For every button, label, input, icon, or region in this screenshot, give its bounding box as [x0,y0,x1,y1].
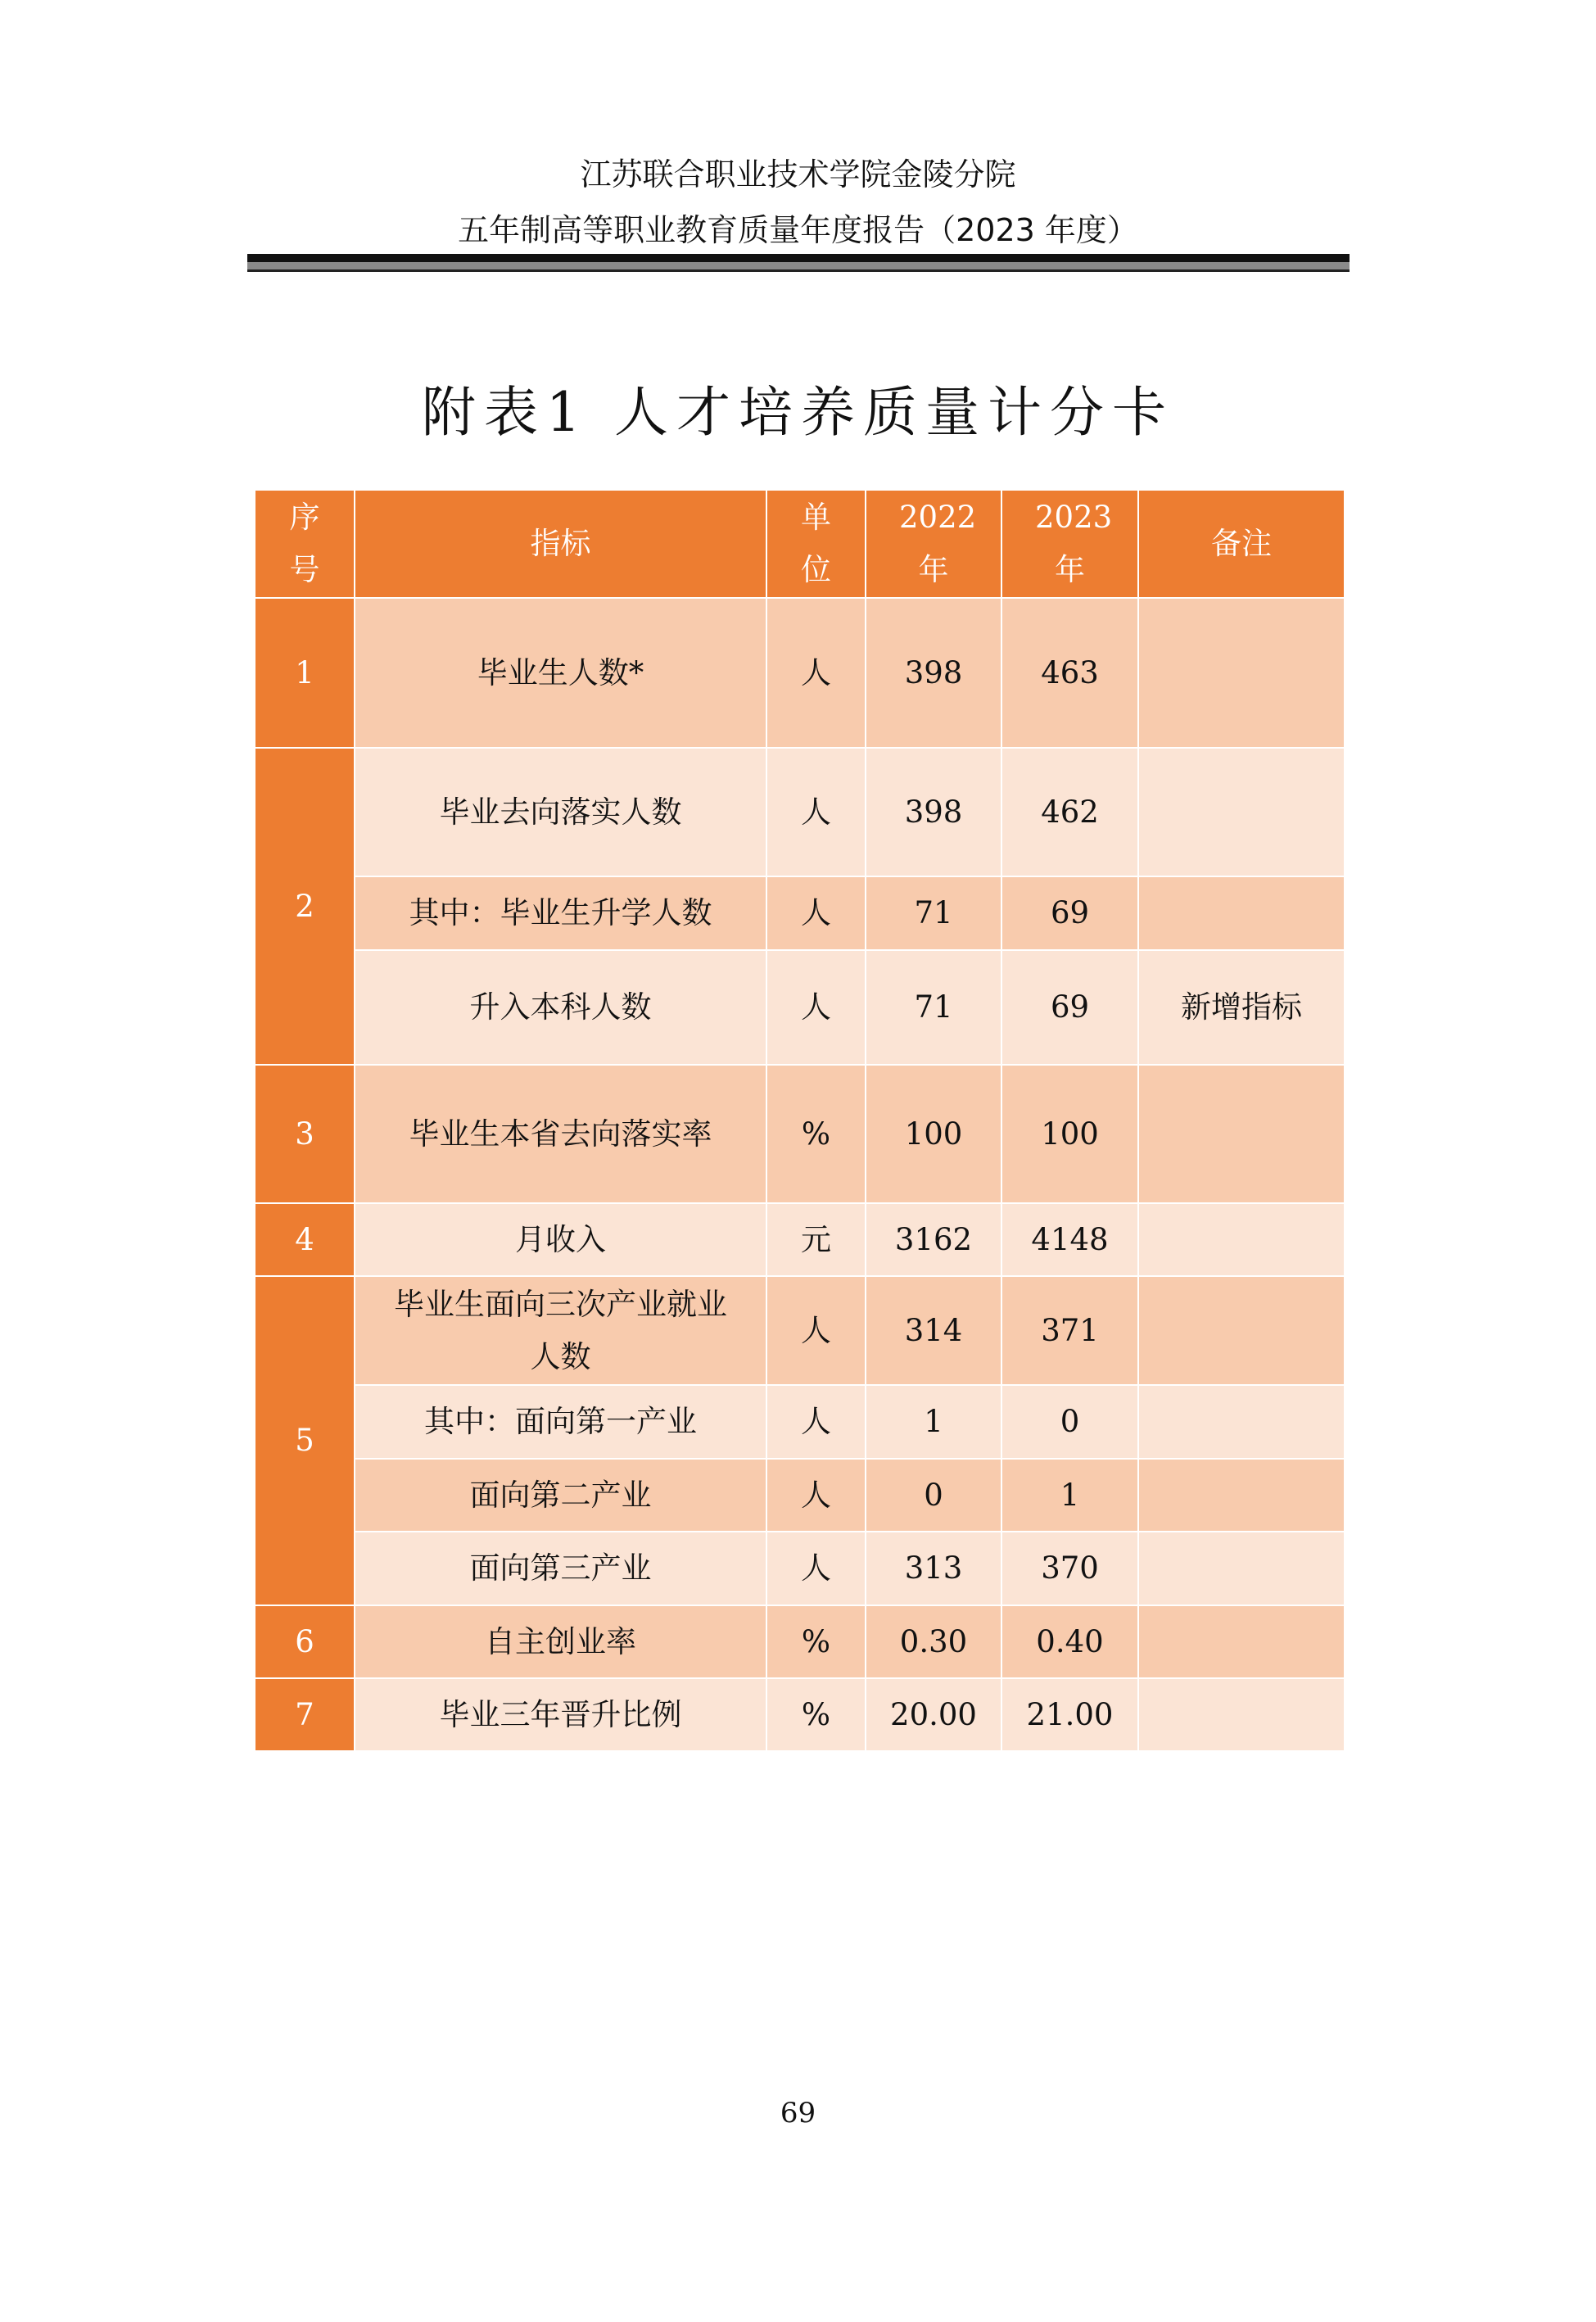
unit-cell: 人 [766,1532,866,1605]
value-2022-cell: 0.30 [866,1605,1001,1678]
remark-cell [1138,1532,1345,1605]
table-title: 附表1 人才培养质量计分卡 [422,381,1174,444]
indicator-cell: 面向第三产业 [355,1532,766,1605]
value-2023-cell: 462 [1001,748,1138,876]
indicator-cell: 其中：面向第一产业 [355,1385,766,1459]
unit-cell: % [766,1605,866,1678]
unit-cell: 人 [766,598,866,748]
table-row [255,876,1345,950]
unit-cell: % [766,1065,866,1203]
value-2023-cell: 463 [1001,598,1138,748]
unit-cell: 人 [766,1385,866,1459]
value-2022-cell: 20.00 [866,1678,1001,1751]
table-row [255,950,1345,1065]
seq-cell: 3 [255,1065,355,1203]
report-subtitle: 五年制高等职业教育质量年度报告（2023 年度） [458,212,1138,248]
remark-cell [1138,876,1345,950]
value-2023-cell: 0.40 [1001,1605,1138,1678]
report-school-name: 江苏联合职业技术学院金陵分院 [580,156,1016,192]
unit-cell: 人 [766,950,866,1065]
remark-cell [1138,598,1345,748]
seq-cell: 2 [255,748,355,1065]
seq-cell: 1 [255,598,355,748]
indicator-cell: 月收入 [355,1203,766,1276]
value-2022-cell: 0 [866,1459,1001,1532]
page-number: 69 [780,2097,816,2130]
col-header-indicator: 指标 [355,490,766,598]
col-header-unit: 单位 [766,490,866,598]
header-rule-thin [247,269,1350,272]
col-header-remark: 备注 [1138,490,1345,598]
table-row [255,1203,1345,1276]
unit-cell: % [766,1678,866,1751]
indicator-cell: 自主创业率 [355,1605,766,1678]
seq-cell: 5 [255,1276,355,1605]
remark-cell [1138,1065,1345,1203]
seq-cell: 6 [255,1605,355,1678]
unit-cell: 人 [766,876,866,950]
indicator-cell: 面向第二产业 [355,1459,766,1532]
table-row [255,1678,1345,1751]
indicator-cell: 其中：毕业生升学人数 [355,876,766,950]
value-2022-cell: 100 [866,1065,1001,1203]
col-header-seq: 序号 [255,490,355,598]
header-rule [247,254,1350,262]
seq-cell: 4 [255,1203,355,1276]
value-2023-cell: 21.00 [1001,1678,1138,1751]
talent-quality-scorecard-table [254,489,1345,1752]
unit-cell: 人 [766,1459,866,1532]
seq-cell: 7 [255,1678,355,1751]
value-2023-cell: 69 [1001,876,1138,950]
value-2022-cell: 3162 [866,1203,1001,1276]
value-2023-cell: 0 [1001,1385,1138,1459]
value-2023-cell: 1 [1001,1459,1138,1532]
indicator-cell: 毕业生本省去向落实率 [355,1065,766,1203]
remark-cell [1138,1385,1345,1459]
table-row [255,1385,1345,1459]
value-2023-cell: 370 [1001,1532,1138,1605]
table-row [255,1605,1345,1678]
indicator-cell: 毕业三年晋升比例 [355,1678,766,1751]
unit-cell: 人 [766,1276,866,1385]
remark-cell [1138,1459,1345,1532]
table-row [255,1459,1345,1532]
indicator-cell: 毕业生面向三次产业就业人数 [355,1276,766,1385]
table-row [255,1532,1345,1605]
value-2022-cell: 314 [866,1276,1001,1385]
remark-cell [1138,1276,1345,1385]
remark-cell [1138,1678,1345,1751]
value-2023-cell: 4148 [1001,1203,1138,1276]
unit-cell: 人 [766,748,866,876]
table-row [255,748,1345,876]
remark-cell: 新增指标 [1138,950,1345,1065]
value-2023-cell: 371 [1001,1276,1138,1385]
value-2023-cell: 100 [1001,1065,1138,1203]
col-header-2023: 2023年 [1001,490,1138,598]
indicator-cell: 毕业生人数* [355,598,766,748]
value-2022-cell: 1 [866,1385,1001,1459]
remark-cell [1138,1605,1345,1678]
value-2023-cell: 69 [1001,950,1138,1065]
col-header-2022: 2022年 [866,490,1001,598]
value-2022-cell: 71 [866,876,1001,950]
value-2022-cell: 313 [866,1532,1001,1605]
remark-cell [1138,1203,1345,1276]
table-row [255,1065,1345,1203]
value-2022-cell: 71 [866,950,1001,1065]
value-2022-cell: 398 [866,748,1001,876]
unit-cell: 元 [766,1203,866,1276]
table-row [255,1276,1345,1385]
remark-cell [1138,748,1345,876]
indicator-cell: 升入本科人数 [355,950,766,1065]
indicator-cell: 毕业去向落实人数 [355,748,766,876]
table-header-row [255,490,1345,598]
value-2022-cell: 398 [866,598,1001,748]
table-row [255,598,1345,748]
header-rule-shade [247,262,1350,269]
